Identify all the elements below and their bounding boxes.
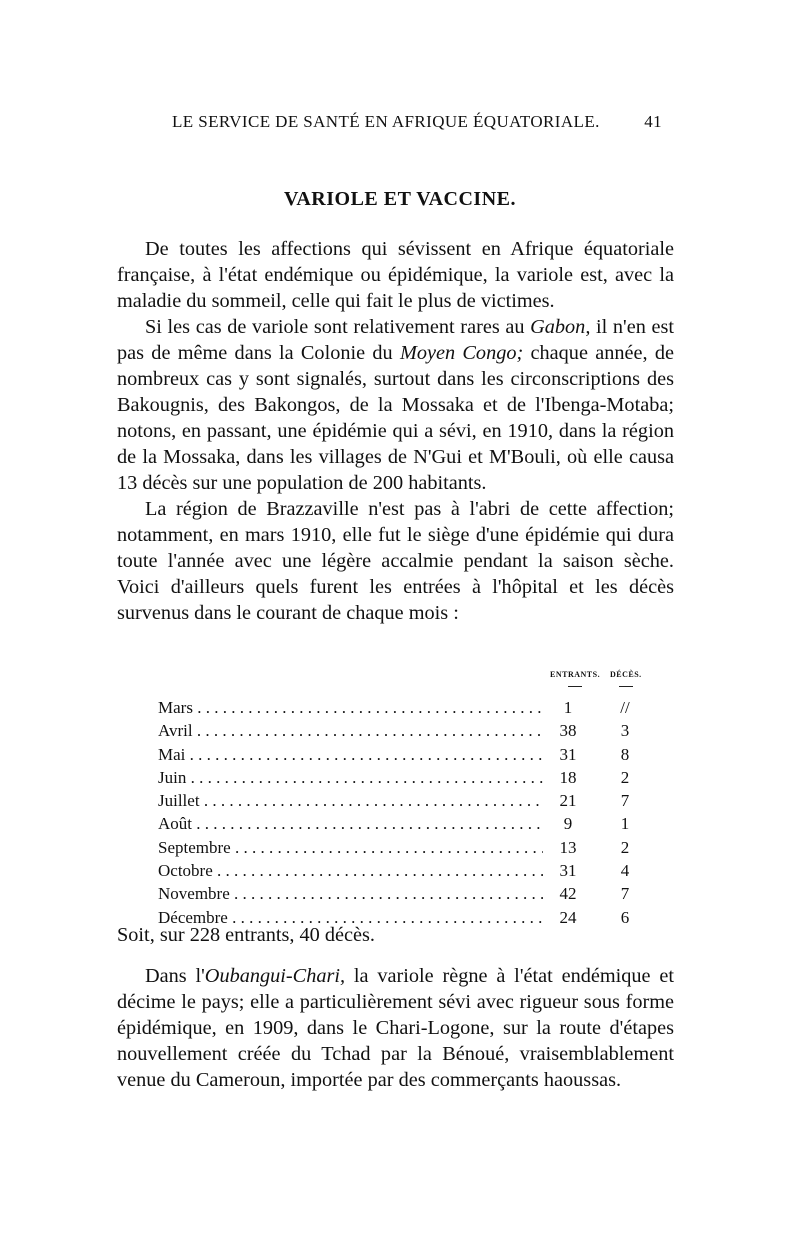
paragraph-4-part-b: la variole règne à l'état endémique et décime le pays; elle a particulièrement sévi avec rigueur sous forme épidémique, en 1909, dans le Chari-Logone, sur la route d'étapes nouvellement créée du Tchad par la Bénoué, vraisemblablement venue du Cameroun, importée par des commerçants haoussas. [117,965,674,1091]
paragraph-3: La région de Brazzaville n'est pas à l'abri de cette affection; notamment, en mars 1910, elle fut le siège d'une épidémie qui dura toute l'année avec une légère accalmie pendant la saison sèche. Voici d'ailleurs quels furent les entrées à l'hôpital et les décès survenus dans le courant de chaque mois : [117,498,674,624]
month-label: Octobre . . . [158,859,543,882]
deces-value: 1 [620,814,630,834]
monthly-table [158,666,658,929]
month-label: Septembre . . . [158,836,543,859]
entrants-value: 13 [559,837,577,857]
month-label: Août . . . [158,812,543,835]
deces-value: // [620,698,630,717]
entrants-value: 38 [559,721,577,741]
body-text-lower [117,963,674,1093]
table-row [158,766,658,789]
section-title: VARIOLE ET VACCINE. [284,188,516,210]
table-row [158,789,658,812]
paragraph-2-part-c: chaque année, de nombreux cas y sont signalés, surtout dans les circonscriptions des Bakougnis, des Bakongos, de la Mossaka et de l'Ibenga-Motaba; notons, en passant, une épidémie qui a sévi, en 1910, dans la région de la Mossaka, dans les villages de N'Gui et M'Bouli, où elle causa 13 décès sur une population de 200 habitants. [117,342,674,494]
col-deces-header: DÉCÈS. [610,670,642,679]
deces-value: 2 [620,837,630,857]
table-summary: Soit, sur 228 entrants, 40 décès. [117,924,375,946]
table-row [158,696,658,719]
deces-value: 7 [620,791,630,811]
paragraph-2-part-b: il n'en est pas de même dans la Colonie du [117,316,674,364]
place-gabon: Gabon, [530,316,591,338]
entrants-value: 42 [559,884,577,904]
paragraph-4-part-a: Dans l' [145,965,205,987]
deces-value: 3 [620,721,630,741]
place-moyen-congo: Moyen Congo; [399,342,524,364]
body-text-upper [117,236,674,626]
month-label: Avril . . . [158,719,543,742]
table-row [158,836,658,859]
entrants-value: 21 [559,791,577,811]
paragraph-4 [117,963,674,1093]
entrants-value: 24 [559,907,577,927]
table-row [158,812,658,835]
header-dash [619,686,633,687]
month-label: Mai . . . [158,743,543,766]
table-row [158,859,658,882]
running-title: LE SERVICE DE SANTÉ EN AFRIQUE ÉQUATORIALE. [172,112,600,131]
header-dash [568,686,582,687]
place-oubangui-chari: Oubangui-Chari, [204,965,346,987]
table-row [158,882,658,905]
entrants-value: 1 [563,698,573,717]
month-label: Novembre . . . [158,882,543,905]
deces-value: 4 [620,861,630,881]
deces-value: 6 [620,907,630,927]
deces-value: 2 [620,767,630,787]
col-entrants-header: ENTRANTS. [550,670,601,679]
paragraph-2 [117,314,674,496]
entrants-value: 31 [559,861,577,881]
table-header [158,666,658,696]
entrants-value: 9 [563,814,573,834]
table-row [158,743,658,766]
month-label: Juin . . . [158,766,543,789]
paragraph-2-part-a: Si les cas de variole sont relativement rares au [145,316,531,338]
table-row [158,719,658,742]
page-number: 41 [644,112,662,131]
entrants-value: 31 [559,744,577,764]
month-label: Mars . . . [158,696,543,719]
month-label: Juillet . . . [158,789,543,812]
entrants-value: 18 [559,767,577,787]
month-label: Décembre . . . [158,906,543,929]
paragraph-1: De toutes les affections qui sévissent en Afrique équatoriale française, à l'état endémique ou épidémique, la variole est, avec la maladie du sommeil, celle qui fait le plus de victimes. [117,238,674,312]
deces-value: 7 [620,884,630,904]
deces-value: 8 [620,744,630,764]
